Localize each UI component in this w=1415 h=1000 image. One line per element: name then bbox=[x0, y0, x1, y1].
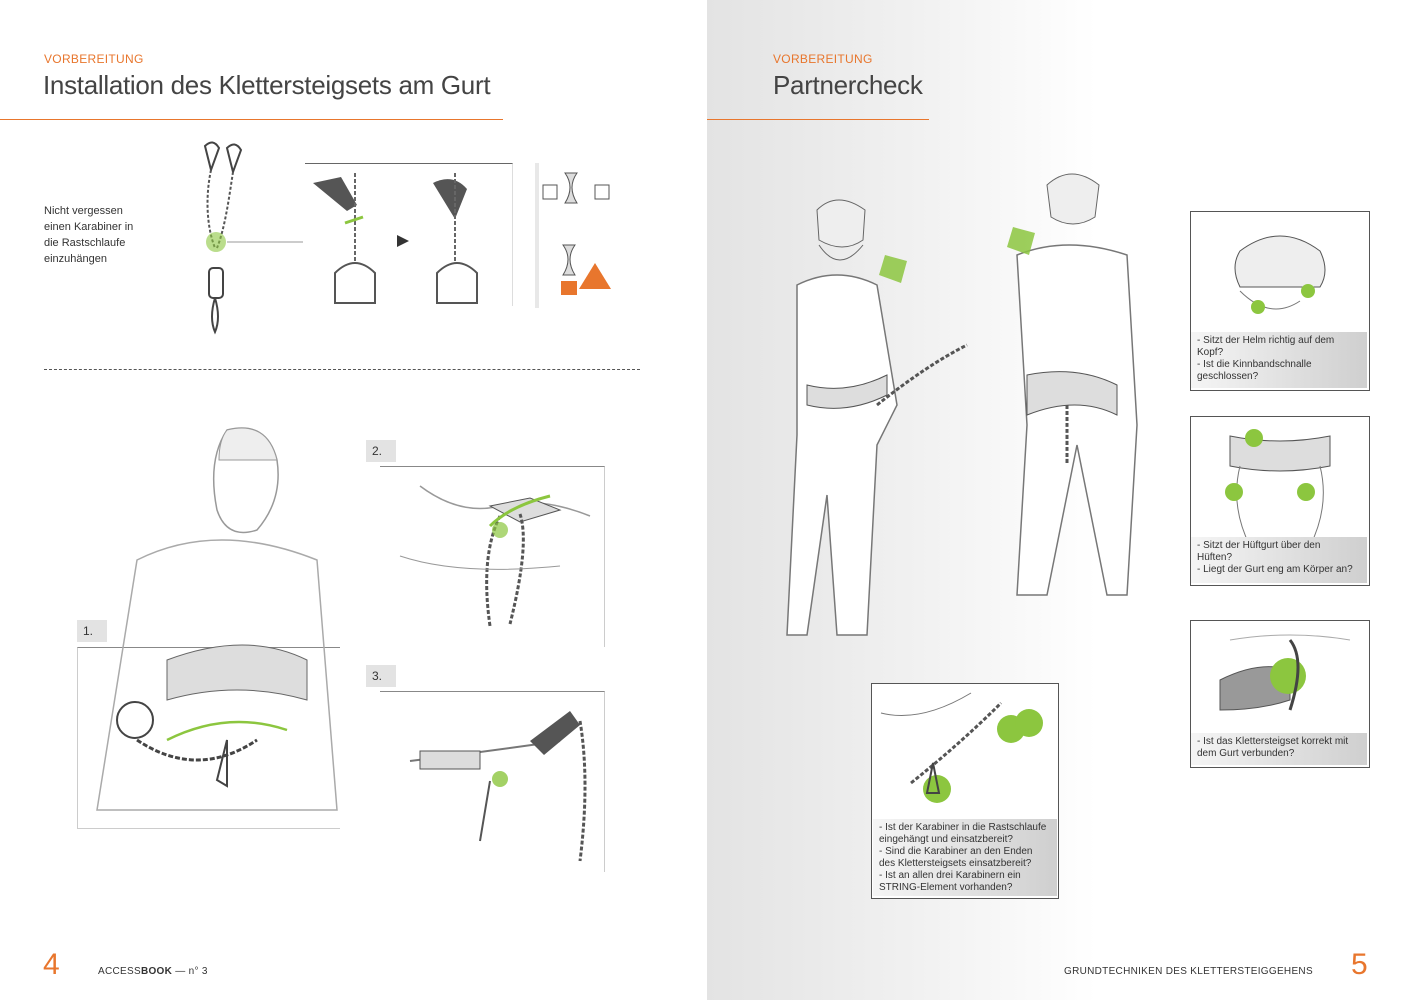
attach-detail-illustration bbox=[305, 163, 512, 305]
harness-check-illustration bbox=[1190, 416, 1368, 536]
partner-check-illustration bbox=[777, 165, 1197, 645]
harness-caption: - Sitzt der Hüftgurt über den Hüften? - Liegt der Gurt eng am Körper an? bbox=[1191, 537, 1367, 583]
title-rule bbox=[707, 119, 929, 120]
page-title: Partnercheck bbox=[773, 70, 923, 100]
step-3-label: 3. bbox=[366, 665, 396, 687]
page-number-left: 4 bbox=[43, 948, 60, 981]
harness-person-illustration bbox=[77, 410, 339, 830]
footer-left: ACCESSBOOK — n° 3 bbox=[98, 966, 208, 977]
warning-illustration bbox=[535, 163, 620, 308]
section-divider bbox=[44, 369, 640, 370]
footer-right: GRUNDTECHNIKEN DES KLETTERSTEIGGEHENS bbox=[1064, 966, 1313, 977]
step-1-label: 1. bbox=[77, 620, 107, 642]
section-kicker: VORBEREITUNG bbox=[44, 52, 144, 66]
helmet-caption: - Sitzt der Helm richtig auf dem Kopf? - Ist die Kinnbandschnalle geschlossen? bbox=[1191, 332, 1367, 388]
connection-caption: - Ist das Klettersteigset korrekt mit dem Gurt verbunden? bbox=[1191, 733, 1367, 765]
step-3-illustration bbox=[380, 691, 604, 871]
helmet-check-illustration bbox=[1190, 211, 1368, 331]
left-page bbox=[0, 0, 707, 1000]
carabiners-caption: - Ist der Karabiner in die Rastschlaufe eingehängt und einsatzbereit? - Sind die Karabiner an den Enden des Klettersteigsets einsatzbereit? - Ist an allen drei Karabinern ein STRING-Element vorhanden? bbox=[873, 819, 1057, 896]
carabiners-check-illustration bbox=[871, 683, 1057, 823]
connection-check-illustration bbox=[1190, 620, 1368, 730]
step-2-illustration bbox=[380, 466, 604, 646]
step-2-label: 2. bbox=[366, 440, 396, 462]
right-page bbox=[707, 0, 1415, 1000]
title-rule bbox=[0, 119, 503, 120]
page-number-right: 5 bbox=[1351, 948, 1368, 981]
reminder-note: Nicht vergessen einen Karabiner in die Rastschlaufe einzuhängen bbox=[44, 205, 134, 265]
lanyard-illustration bbox=[185, 138, 325, 338]
page-title: Installation des Klettersteigsets am Gurt bbox=[43, 70, 491, 100]
section-kicker: VORBEREITUNG bbox=[773, 52, 873, 66]
